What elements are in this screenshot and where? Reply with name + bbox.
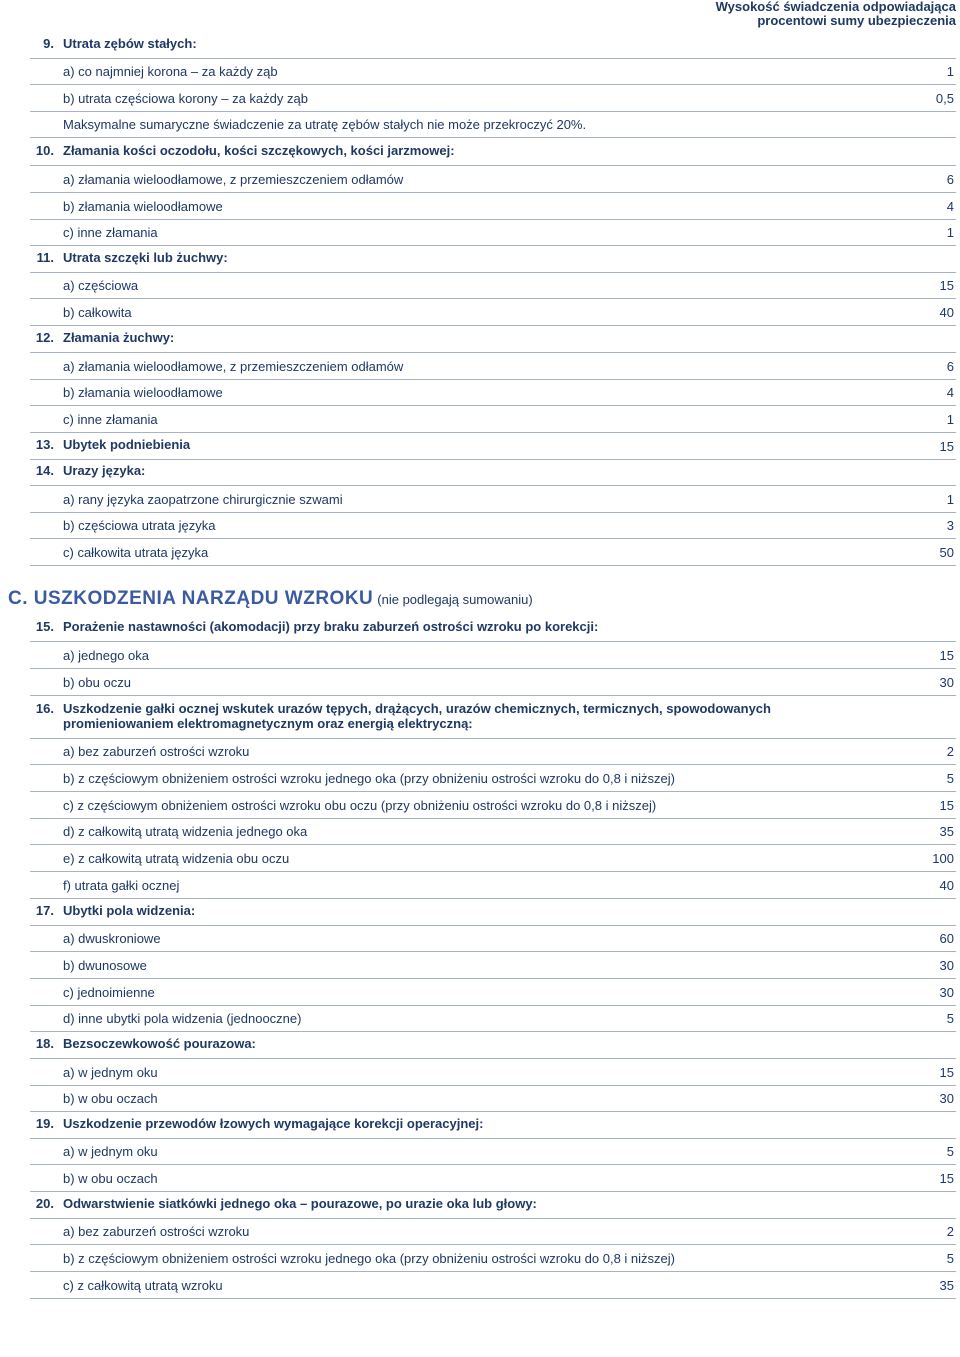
table-row xyxy=(30,1060,956,1086)
row-label: b) częściowa utrata języka xyxy=(63,518,216,533)
benefit-value: 100 xyxy=(932,851,954,866)
row-label: d) inne ubytki pola widzenia (jednooczne) xyxy=(63,1011,302,1026)
table-row xyxy=(30,1246,956,1272)
row-label: b) z częściowym obniżeniem ostrości wzroku jednego oka (przy obniżeniu ostrości wzroku do 0,8 i niższej) xyxy=(63,1251,675,1266)
table-row xyxy=(30,407,956,433)
row-label: a) dwuskroniowe xyxy=(63,931,161,946)
benefit-value: 15 xyxy=(939,1065,954,1080)
table-row xyxy=(30,766,956,792)
group-heading-row xyxy=(30,698,956,739)
group-title: Odwarstwienie siatkówki jednego oka – pourazowe, po urazie oka lub głowy: xyxy=(63,1196,537,1211)
table-row xyxy=(30,59,956,85)
benefit-value: 5 xyxy=(946,771,954,786)
row-label: c) inne złamania xyxy=(63,412,158,427)
item-number: 14. xyxy=(35,463,54,478)
item-number: 13. xyxy=(35,437,54,452)
table-row xyxy=(30,1219,956,1245)
table-row xyxy=(30,300,956,326)
group-heading-row xyxy=(30,1113,956,1139)
row-label: c) całkowita utrata języka xyxy=(63,545,209,560)
table-row xyxy=(30,1273,956,1299)
row-label: e) z całkowitą utratą widzenia obu oczu xyxy=(63,851,290,866)
group-heading-row xyxy=(30,616,956,642)
group-title: Utrata zębów stałych: xyxy=(63,36,197,51)
benefit-value: 60 xyxy=(939,931,954,946)
group-title: Ubytki pola widzenia: xyxy=(63,903,196,918)
group-title: Uszkodzenie gałki ocznej wskutek urazów tępych, drążących, urazów chemicznych, termicznych, spowodowanych promieniowaniem elektromagnetycznym oraz energią elektryczną: xyxy=(63,701,771,731)
row-label: c) z całkowitą utratą wzroku xyxy=(63,1278,223,1293)
group-title: Złamania kości oczodołu, kości szczękowych, kości jarzmowej: xyxy=(63,143,455,158)
column-header: Wysokość świadczenia odpowiadająca procentowi sumy ubezpieczenia xyxy=(715,0,956,28)
benefit-value: 50 xyxy=(939,545,954,560)
item-number: 9. xyxy=(43,36,54,51)
table-row xyxy=(30,354,956,380)
benefit-value: 15 xyxy=(939,439,954,454)
section-letter: C. xyxy=(8,588,28,609)
table-row xyxy=(30,86,956,112)
section-note: (nie podlegają sumowaniu) xyxy=(377,592,533,607)
benefit-value: 5 xyxy=(946,1251,954,1266)
row-label: b) w obu oczach xyxy=(63,1091,158,1106)
group-title: Uszkodzenie przewodów łzowych wymagające korekcji operacyjnej: xyxy=(63,1116,484,1131)
table-row xyxy=(30,1086,956,1112)
table-row xyxy=(30,513,956,539)
table-row xyxy=(30,220,956,246)
row-label: a) złamania wieloodłamowe, z przemieszczeniem odłamów xyxy=(63,172,404,187)
item-number: 18. xyxy=(35,1036,54,1051)
benefit-value: 1 xyxy=(946,412,954,427)
benefit-value: 15 xyxy=(939,648,954,663)
row-label: b) obu oczu xyxy=(63,675,131,690)
row-label: b) złamania wieloodłamowe xyxy=(63,199,223,214)
benefit-value: 30 xyxy=(939,958,954,973)
benefit-value: 2 xyxy=(946,1224,954,1239)
row-label: a) w jednym oku xyxy=(63,1065,158,1080)
benefit-value: 4 xyxy=(946,385,954,400)
item-number: 11. xyxy=(36,250,54,265)
benefit-value: 5 xyxy=(946,1144,954,1159)
benefit-value: 0,5 xyxy=(935,91,954,106)
benefit-value: 15 xyxy=(939,1171,954,1186)
group-title: Złamania żuchwy: xyxy=(63,330,175,345)
item-number: 15. xyxy=(35,619,54,634)
group-heading-row xyxy=(30,434,956,460)
table-row xyxy=(30,1166,956,1192)
group-heading-row xyxy=(30,1193,956,1219)
row-label: a) złamania wieloodłamowe, z przemieszczeniem odłamów xyxy=(63,359,404,374)
table-row xyxy=(30,819,956,845)
section-title: USZKODZENIA NARZĄDU WZROKU xyxy=(33,588,374,609)
benefit-value: 6 xyxy=(946,359,954,374)
group-heading-row xyxy=(30,33,956,59)
group-heading-row xyxy=(30,900,956,926)
row-label: c) z częściowym obniżeniem ostrości wzroku obu oczu (przy obniżeniu ostrości wzroku do 0,8 i niższej) xyxy=(63,798,657,813)
group-title: Urazy języka: xyxy=(63,463,146,478)
table-row xyxy=(30,643,956,669)
table-row xyxy=(30,953,956,979)
row-label: b) złamania wieloodłamowe xyxy=(63,385,223,400)
table-row xyxy=(30,273,956,299)
row-label: b) w obu oczach xyxy=(63,1171,158,1186)
row-label: b) utrata częściowa korony – za każdy ząb xyxy=(63,91,308,106)
group-heading-row xyxy=(30,460,956,486)
group-title: Bezsoczewkowość pourazowa: xyxy=(63,1036,256,1051)
row-label: a) co najmniej korona – za każdy ząb xyxy=(63,64,278,79)
benefit-value: 1 xyxy=(946,225,954,240)
row-label: c) jednoimienne xyxy=(63,985,155,1000)
group-heading-row xyxy=(30,140,956,166)
row-label: a) częściowa xyxy=(63,278,139,293)
group-heading-row xyxy=(30,247,956,273)
row-label: c) inne złamania xyxy=(63,225,158,240)
table-row xyxy=(30,380,956,406)
table-row xyxy=(30,1006,956,1032)
row-label: a) rany języka zaopatrzone chirurgicznie szwami xyxy=(63,492,343,507)
benefit-value: 30 xyxy=(939,675,954,690)
benefit-value: 6 xyxy=(946,172,954,187)
benefit-value: 40 xyxy=(939,305,954,320)
benefit-value: 35 xyxy=(939,824,954,839)
benefit-value: 5 xyxy=(946,1011,954,1026)
benefit-value: 15 xyxy=(939,278,954,293)
benefit-value: 1 xyxy=(946,492,954,507)
row-label: b) z częściowym obniżeniem ostrości wzroku jednego oka (przy obniżeniu ostrości wzroku do 0,8 i niższej) xyxy=(63,771,675,786)
group-title: Ubytek podniebienia xyxy=(63,437,191,452)
table-row xyxy=(30,846,956,872)
row-label: f) utrata gałki ocznej xyxy=(63,878,180,893)
row-label: Maksymalne sumaryczne świadczenie za utratę zębów stałych nie może przekroczyć 20%. xyxy=(63,117,587,132)
section-heading xyxy=(8,586,956,616)
row-label: a) w jednym oku xyxy=(63,1144,158,1159)
row-label: a) bez zaburzeń ostrości wzroku xyxy=(63,744,250,759)
row-label: b) dwunosowe xyxy=(63,958,147,973)
benefit-value: 30 xyxy=(939,1091,954,1106)
table-row xyxy=(30,167,956,193)
row-label: b) całkowita xyxy=(63,305,132,320)
table-row xyxy=(30,739,956,765)
table-row xyxy=(30,926,956,952)
item-number: 20. xyxy=(35,1196,54,1211)
benefit-value: 3 xyxy=(946,518,954,533)
table-row xyxy=(30,1139,956,1165)
benefit-value: 15 xyxy=(939,798,954,813)
row-label: d) z całkowitą utratą widzenia jednego oka xyxy=(63,824,308,839)
benefit-value: 40 xyxy=(939,878,954,893)
group-title: Utrata szczęki lub żuchwy: xyxy=(63,250,228,265)
benefit-value: 2 xyxy=(946,744,954,759)
item-number: 16. xyxy=(35,701,54,716)
group-heading-row xyxy=(30,327,956,353)
group-heading-row xyxy=(30,1033,956,1059)
table-row xyxy=(30,873,956,899)
row-label: a) bez zaburzeń ostrości wzroku xyxy=(63,1224,250,1239)
table-row xyxy=(30,194,956,220)
benefit-value: 4 xyxy=(946,199,954,214)
table-row xyxy=(30,980,956,1006)
benefit-value: 1 xyxy=(946,64,954,79)
item-number: 12. xyxy=(35,330,54,345)
benefit-value: 35 xyxy=(939,1278,954,1293)
item-number: 17. xyxy=(35,903,54,918)
table-row xyxy=(30,540,956,566)
group-title: Porażenie nastawności (akomodacji) przy braku zaburzeń ostrości wzroku po korekcji: xyxy=(63,619,599,634)
table-row xyxy=(30,112,956,138)
item-number: 19. xyxy=(35,1116,54,1131)
benefit-value: 30 xyxy=(939,985,954,1000)
table-row xyxy=(30,487,956,513)
section-c-title xyxy=(8,588,533,610)
table-row xyxy=(30,670,956,696)
item-number: 10. xyxy=(35,143,54,158)
row-label: a) jednego oka xyxy=(63,648,150,663)
table-row xyxy=(30,793,956,819)
